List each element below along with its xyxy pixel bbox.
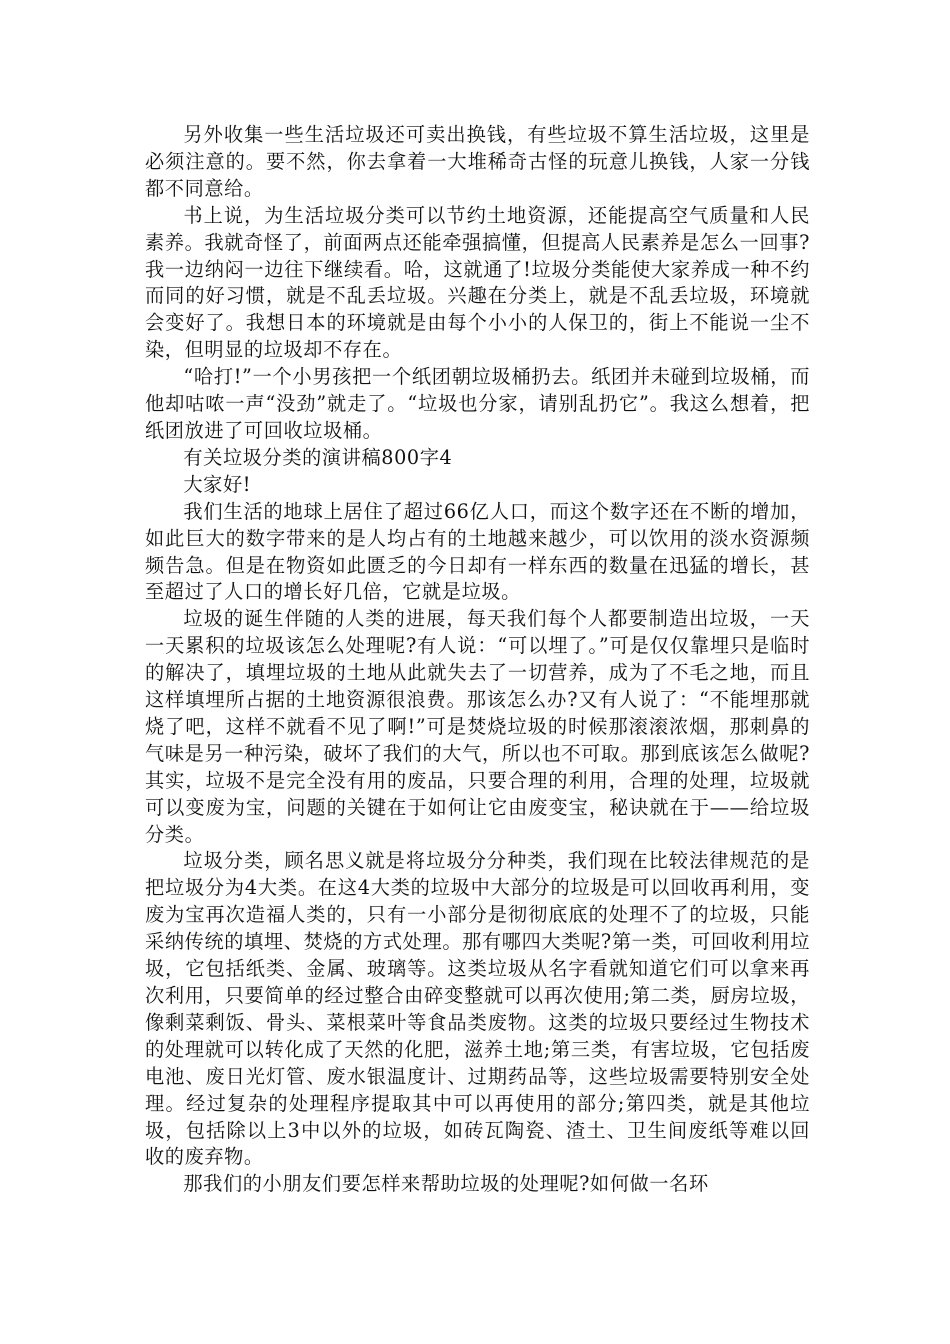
greeting: 大家好! bbox=[183, 472, 252, 496]
paragraph-four-categories: 垃圾分类，顾名思义就是将垃圾分分种类，我们现在比较法律规范的是把垃圾分为4大类。在这4大类的垃圾中大部分的垃圾是可以回收再利用，变废为宝再次造福人类的，只有一小部分是彻彻底底的处理不了的垃圾，只能采纳传统的填埋、焚烧的方式处理。那有哪四大类呢?第一类，可回收利用垃圾，它包括纸类、金属、玻璃等。这类垃圾从名字看就知道它们可以拿来再次利用，只要简单的经过整合由碎变整就可以再次使用;第二类，厨房垃圾，像剩菜剩饭、骨头、菜根菜叶等食品类废物。这类的垃圾只要经过生物技术的处理就可以转化成了天然的化肥，滋养土地;第三类，有害垃圾，它包括废电池、废日光灯管、废水银温度计、过期药品等，这些垃圾需要特别安全处理。经过复杂的处理程序提取其中可以再使用的部分;第四类，就是其他垃圾，包括除以上3中以外的垃圾，如砖瓦陶瓷、渣土、卫生间废纸等难以回收的废弃物。 bbox=[145, 849, 810, 1169]
paragraph-paper-ball: “哈打!”一个小男孩把一个纸团朝垃圾桶扔去。纸团并未碰到垃圾桶，而他却咕哝一声“没劲”就走了。“垃圾也分家，请别乱扔它”。我这么想着，把纸团放进了可回收垃圾桶。 bbox=[145, 365, 810, 442]
paragraph-recycling-money: 另外收集一些生活垃圾还可卖出换钱，有些垃圾不算生活垃圾，这里是必须注意的。要不然，你去拿着一大堆稀奇古怪的玩意儿换钱，人家一分钱都不同意给。 bbox=[145, 123, 810, 200]
paragraph-garbage-handling: 垃圾的诞生伴随的人类的进展，每天我们每个人都要制造出垃圾，一天一天累积的垃圾该怎么处理呢?有人说：“可以埋了。”可是仅仅靠埋只是临时的解决了，填埋垃圾的土地从此就失去了一切营养，成为了不毛之地，而且这样填埋所占据的土地资源很浪费。那该怎么办?又有人说了：“不能埋那就烧了吧，这样不就看不见了啊!”可是焚烧垃圾的时候那滚滚浓烟，那刺鼻的气味是另一种污染，破坏了我们的大气，所以也不可取。那到底该怎么做呢?其实，垃圾不是完全没有用的废品，只要合理的利用，合理的处理，垃圾就可以变废为宝，问题的关键在于如何让它由废变宝，秘诀就在于——给垃圾分类。 bbox=[145, 607, 810, 846]
paragraph-children-help: 那我们的小朋友们要怎样来帮助垃圾的处理呢?如何做一名环 bbox=[183, 1172, 709, 1196]
paragraph-book-says: 书上说，为生活垃圾分类可以节约土地资源，还能提高空气质量和人民素养。我就奇怪了，前面两点还能牵强搞懂，但提高人民素养是怎么一回事?我一边纳闷一边往下继续看。哈，这就通了!垃圾分类能使大家养成一种不约而同的好习惯，就是不乱丢垃圾。兴趣在分类上，就是不乱丢垃圾，环境就会变好了。我想日本的环境就是由每个小小的人保卫的，街上不能说一尘不染，但明显的垃圾却不存在。 bbox=[145, 203, 810, 362]
paragraph-population: 我们生活的地球上居住了超过66亿人口，而这个数字还在不断的增加，如此巨大的数字带来的是人均占有的土地越来越少，可以饮用的淡水资源频频告急。但是在物资如此匮乏的今日却有一样东西的数量在迅猛的增长，甚至超过了人口的增长好几倍，它就是垃圾。 bbox=[145, 499, 810, 604]
section-heading: 有关垃圾分类的演讲稿800字4 bbox=[183, 445, 453, 469]
document-body bbox=[145, 122, 810, 1198]
